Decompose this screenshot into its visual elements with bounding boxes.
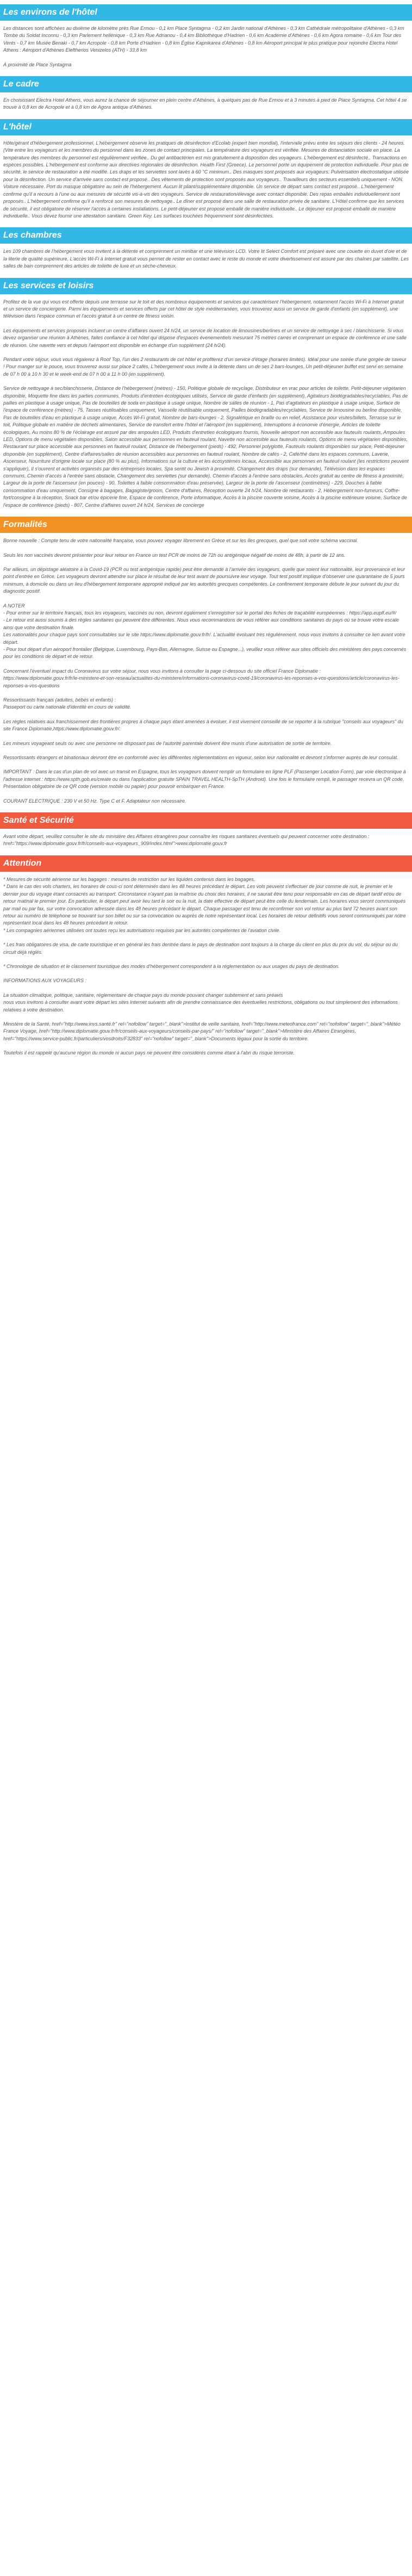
section-title-attention: Attention — [0, 855, 412, 872]
section-title-hotel: L'hôtel — [0, 119, 412, 135]
section-title-cadre: Le cadre — [0, 76, 412, 92]
section-body-cadre — [0, 97, 412, 111]
paragraph: Par ailleurs, un dépistage aléatoire à la Covid-19 (PCR ou test antigénique rapide) peut être demandé à l'arrivée des voyageurs, quelle que soient leur nationalité, leur provenance et leur point d'entrée en Grèce. Les voyageurs devront attendre sur place le résultat de leur test avant de poursuivre leur voyage. Tout test positif implique d'observer une quarantaine de 5 jours minimum, à domicile ou dans un lieu d'hébergement temporaire approprié indiqué par les autorités grecques compétentes. Le confinement temporaire débute le jour suivant du jour du diagnostic positif. — [3, 566, 407, 594]
section-formalites — [0, 517, 412, 805]
section-title-formalites: Formalités — [0, 517, 412, 533]
paragraph: Concernant l'éventuel impact du Coronavirus sur votre séjour, nous vous invitons à consulter la page ci-dessous du site officiel France Diplomatie : https://www.diplomatie.gouv.fr/fr/le-ministere-et-son-reseau/actualites-du-ministere/informations-coronavirus-covid-19/coronavirus-les-reponses-a-vos-questions/article/coronavirus-les-reponses-a-vos-questions — [3, 668, 399, 688]
paragraph: Seuls les non vaccinés devront présenter pour leur retour en France un test PCR de moins de 72h ou antigénique négatif de moins de 48h, à partir de 12 ans. — [3, 552, 346, 558]
paragraph: La situation climatique, politique, sanitaire, réglementaire de chaque pays du monde pouvant changer subitement et sans préavis nous vous invitons à consulter avant votre départ les sites Internet suivants afin de prendre connaissance des éventuelles restrictions, obligations ou tout simplement des informations relatives à votre destination. — [3, 992, 398, 1013]
section-title-environs: Les environs de l'hôtel — [0, 4, 412, 21]
section-services — [0, 278, 412, 510]
paragraph: Les distances sont affichées au dixième de kilomètre près Rue Ermou - 0,1 km Place Syntagma - 0,2 km Jardin national d'Athènes - 0,3 km Cathédrale métropolitaine d'Athènes - 0,3 km Tombe du Soldat Inconnu - 0,3 km Parlement hellénique - 0,3 km Rue Adrianou - 0,4 km Bibliothèque d'Hadrien - 0,6 km Académie d'Athènes - 0,6 km Agora romaine - 0,6 km Tour des Vents - 0,7 km Musée Benaki - 0,7 km Acropole - 0,8 km Porte d'Hadrien - 0,8 km Église Kapnikarea d'Athènes - 0,8 km Aéroport principal le plus pratique pour rejoindre Electra Hotel Athens : Aéroport d'Athènes Eleftherios Venizelos (ATH) - 33,8 km — [3, 26, 406, 53]
paragraph: En choisissant Electra Hotel Athens, vous aurez la chance de séjourner en plein centre d'Athènes, à quelques pas de Rue Ermou et à 3 minutes à pied de Place Syntagma. Cet hôtel 4 se trouve à 0,8 km de Acropole et à 0,8 km de Agora antique d'Athènes. — [3, 97, 408, 110]
paragraph: IMPORTANT : Dans le cas d'un plan de vol avec un transit en Espagne, tous les voyageurs doivent remplir un formulaire en ligne PLF (Passenger Location Form), par voie électronique à l'adresse internet : https://www.spth.gob.es/create ou dans l'application gratuite SPAIN TRAVEL HEALTH-SpTH (Android). Une fois le formulaire rempli, le passager recevra un QR code. Présentation obligatoire de ce QR code (version mobile ou papier) pour pouvoir embarquer en France. — [3, 769, 408, 790]
paragraph: Profitez de la vue qui vous est offerte depuis une terrasse sur le toit et des nombreux équipements et services qui caractérisent l'hébergement, notamment l'accès Wi-Fi à Internet gratuit et un service de conciergerie. Parmi les équipements et services offerts par cet hôtel de style méditerranéen, vous trouverez aussi un service de garde d'enfants (en supplément), une télévision dans l'espace commun et l'accès gratuit à un centre de fitness voisin. — [3, 299, 405, 319]
section-body-formalites — [0, 537, 412, 805]
section-sante — [0, 812, 412, 848]
paragraph: Les 109 chambres de l'hébergement vous invitent à la détente et comprennent un minibar et une télévision LCD. Votre lit Select Comfort est préparé avec une couette en duvet d'oie et de la literie de qualité supérieure. L'accès Wi-Fi à Internet gratuit vous permet de rester en contact avec le reste du monde et votre divertissement est assuré par des chaînes par satellite. Les salles de bain comprennent des articles de toilette de luxe et un sèche-cheveux. — [3, 249, 410, 269]
section-body-services — [0, 299, 412, 510]
section-attention — [0, 855, 412, 1057]
section-body-environs — [0, 25, 412, 69]
paragraph: INFORMATIONS AUX VOYAGEURS : — [3, 978, 87, 984]
paragraph: Hôte/gérant d'hébergement professionnel, L'hébergement observe les pratiques de désinfection d'Ecolab (expert bien mondial), l'intervalle prévu entre les séjours des clients - 24 heures. (Vite entre les voyageurs et les membres du personnel dans les zones de contact principales. La température des voyageurs est vérifiée. Mesures de distanciation sociale en place. La température des membres du personnel est régulièrement vérifiée.. Du gel antibactérien est mis gratuitement à disposition des voyageurs. L'hébergement est désinfecté.. Transactions en espèces possibles. L'hébergement est conforme aux directives régionales de désinfection. Health First (Greece). Le personnel porte un équipement de protection individuelle. Pour plus de sécurité, le service de restauration a été modifié. Les draps et les serviettes sont lavés à 60 °C minimum.. Des masques sont proposés aux voyageurs. Pulvérisation électrostatique utilisée pour la désinfection. Un service d'arrivée sans contact est proposé.. Des vêtements de protection sont proposés aux voyageurs.. Travailleurs des secteurs essentiels uniquement - NON. Voiture nécessaire. Port du masque obligatoire au sein de l'hébergement. Aucun lit pliant/supplémentaire disponible. Un service de départ sans contact est proposé.. L'hébergement confirme qu'il a recours à l'une ou aux mesures de sécurité vis-à-vis des voyageurs. Service de restauration/élevage avec contact disponible. Des repas emballés individuellement sont proposés.. L'hébergement confirme qu'il a renforcé son mesures de nettoyage.. Le dîner est proposé dans une salle de restauration privée de sanitaire. L'Hôtel confirme que les services de sécurité, il est obligatoire de réserver l'accès à certaines installations. Le petit-déjeuner est proposé emballé de manière individuelle.. Le déjeuner est proposé emballé de manière individuelle.. Vous devez fournir une attestation sanitaire. Green Key. Les surfaces touchées fréquemment sont désinfectées. — [3, 140, 410, 219]
page-content — [0, 4, 412, 1057]
section-hotel — [0, 119, 412, 220]
paragraph: Toutefois il est rappelé qu'aucune région du monde ni aucun pays ne peuvent être considérés comme étant à l'abri du risque terroriste. — [3, 1050, 295, 1056]
section-body-hotel — [0, 140, 412, 220]
paragraph: Les équipements et services proposés incluent un centre d'affaires ouvert 24 h/24, un service de location de limousines/berlines et un service de nettoyage à sec / blanchisserie. Si vous devez organiser une réunion à Athènes, faites confiance à cet hôtel qui dispose d'espaces événementiels mesurant 75 mètres carrés et comprenant un espace de conférence et une salle de réunion. Une navette vers et depuis l'aéroport est disponible en échange d'un supplément (24 h/24). — [3, 327, 408, 348]
section-cadre — [0, 76, 412, 111]
paragraph: COURANT ELECTRIQUE : 230 V et 50 Hz. Type C et F. Adaptateur non nécessaire. — [3, 798, 186, 804]
paragraph: À proximité de Place Syntagma — [3, 61, 72, 67]
paragraph: Les mineurs voyageant seuls ou avec une personne ne disposant pas de l'autorité parentale doivent être munis d'une autorisation de sortie de territoire. — [3, 740, 332, 746]
paragraph: A NOTER - Pour entrer sur le territoire français, tous les voyageurs, vaccinés ou non, devront également s'enregistrer sur le portail des fiches de traçabilité européennes : https://app.euplf.eu/#/ - Le retour est aussi soumis à des règles sanitaires qui peuvent être différentes. Nous vous recommandons de vous référer aux conditions sanitaires du pays où se trouve votre escale ainsi que votre destination finale. Les nationalités pour chaque pays sont consultables sur le site https://www.diplomatie.gouv.fr/fr/. L'actualité évoluant très régulièrement, nous vous invitons à consulter ce lien avant votre départ. - Pour tout départ d'un aéroport frontalier (Belgique, Luxembourg, Pays-Bas, Allemagne, Suisse ou Espagne...), veuillez vous référer aux sites officiels des ministères des pays concernés pour les conditions de départ et de retour. — [3, 603, 407, 660]
paragraph: Ressortissants français (adultes, bébés et enfants) : Passeport ou carte nationale d'identité en cours de validité. — [3, 697, 132, 710]
paragraph: Bonne nouvelle : Compte tenu de votre nationalité française, vous pouvez voyager librement en Grèce et sur les îles grecques, quel que soit votre schéma vaccinal. — [3, 538, 358, 544]
paragraph: * Les frais obligatoires de visa, de carte touristique et en général les frais dentrée dans le pays de destination sont toujours à la charge du client en plus du prix du vol, du séjour ou du circuit déjà réglés. — [3, 942, 399, 955]
paragraph: Ressortissants étrangers et binationaux devront être en conformité avec les différentes réglementations en vigueur, selon leur nationalité et devront s'informer auprès de leur consulat. — [3, 755, 398, 761]
paragraph: Pendant votre séjour, vous vous régalerez à Roof Top, l'un des 2 restaurants de cet hôtel et profiterez d'un service d'étage (horaires limités). Idéal pour une soirée d'une gorgée de saveur ! Pour manger sur le pouce, vous trouverez aussi sur place 2 cafés. L'hébergement vous invite à la détente dans un de ses 2 bars-lounges. Un petit-déjeuner buffet est servi en semaine de 07 h 00 à 10 h 30 et le week-end de 07 h 00 à 11 h 00 (en supplément). — [3, 356, 408, 377]
section-title-sante: Santé et Sécurité — [0, 812, 412, 829]
section-environs — [0, 4, 412, 69]
paragraph: Les règles relatives aux franchissement des frontières propres à chaque pays étant amenées à évoluer, il est vivement conseillé de se reporter à la rubrique "conseils aux voyageurs" du site France Diplomatie,https://www.diplomatie.gouv.fr/. — [3, 718, 405, 732]
paragraph: Ministère de la Santé, href="http://www.invs.santé.fr" rel="nofollow" target="_blank">Institut de veille sanitaire, href="http://www.meteofrance.com" rel="nofollow" target="_blank">Météo France Voyage, href="http://www.diplomatie.gouv.fr/fr/conseils-aux-voyageurs/conseils-par-pays/" rel="nofollow" target="_blank">Ministère des Affaires Etrangères, href="https://www.service-public.fr/particuliers/vosdroits/F32833" rel="nofollow" target="_blank">Documents légaux pour la sortie du territoire. — [3, 1021, 402, 1041]
section-chambres — [0, 227, 412, 270]
section-title-services: Les services et loisirs — [0, 278, 412, 294]
paragraph: Avant votre départ, veuillez consulter le site du ministère des Affaires étrangères pour connaître les risques sanitaires éventuels qui peuvent concerner votre destination : href="https://www.diplomatie.gouv.fr/fr/conseils-aux-voyageurs_909/index.html">www.diplomatie.gouv.fr — [3, 834, 371, 847]
paragraph: Service de nettoyage à sec/blanchisserie, Distance de l'hébergement (mètres) - 150, Politique globale de recyclage, Distributeur en vrac pour articles de toilette, Petit-déjeuner végétarien disponible, Moquette fine dans les parties communes, Produits d'entretien écologiques utilisés, Service de garde d'enfants (en supplément), Agitateurs biodégradables/recyclables, Pas de pailles en plastique à usage unique, Pas de bouteilles de soda en plastique à usage unique, Nombre de salles de réunion - 1, Pas d'agitateurs en plastique à usage unique, Surface de l'espace de conférence (mètres) - 75, Tasses réutilisables uniquement, Vaisselle réutilisable uniquement, Pailles biodégradables/recyclables, Service de limousine ou berline disponible, Pas de bouteilles d'eau en plastique à usage unique, Accès Wi-Fi gratuit, Nombre de bars-lounges - 2, Signalétique en braille ou en relief, Assistance pour visites/billets, Terrasse sur le toit, Politique globale en matière de déchets alimentaires, Service de transfert entre l'hôtel et l'aéroport (en supplément), Interruptions à économie d'énergie, Articles de toilette écologiques, Au moins 80 % de l'éclairage est assuré par des ampoules LED, Produits d'entretien écologiques fournis, Nouvelle aéroport non accessible aux fauteuils roulants, Ampoules LED, Options de menu végétalien disponibles, Salon accessible aux personnes en fauteuil roulant, Navette non accessible aux fauteuils roulants, Options de menu végétarien disponibles, Restaurant sur place accessible aux personnes en fauteuil roulant, Distance de l'hébergement (pieds) - 492, Personnel polyglotte, Fauteuils roulants disponibles sur place, Petit-déjeuner disponible (en supplément), Centre d'affaires/salles de réunion accessibles aux personnes en fauteuil roulant, Nombre de cafés - 2, Café/thé dans les espaces communs, Laverie, Ascenseur, Nourriture d'origine locale sur place (80 % au plus), Informations sur la culture et les écosystèmes locaux, Accessible aux personnes en fauteuil roulant (les restrictions peuvent s'appliquer), Il s'ouvrent et activités organisés par des entreprises locales, Spa sentit ou Jewish à proximité, Changement des draps (sur demande), Télévision dans les espaces communs, Chemin d'accès à l'entrée sans obstacle, Changement des serviettes (sur demande), Chemin d'accès à l'entrée sans obstacles, Accès gratuit au centre de fitness à proximité, Largeur de la porte de l'ascenseur (en pouces) - 90, Toilettes à faible consommation d'eau préservée), Largeur de la porte de l'ascenseur (centimètres) - 229, Douches à faible consommation d'eau uniquement, Consigne à bagages, Bagagiste/groom, Centre d'affaires, Réception ouverte 24 h/24, Nombre de restaurants - 2, Hébergement non-fumeurs, Coffre-fort/consigne à la réception, Snack bar et/ou épicerie fine, Espace de conférence, Porte informatique, Accès à la piscine couverte voisine, Accès à la piscine extérieure voisine, Surface de l'espace de conférence (pieds) - 807, Centre d'affaires ouvert 24 h/24, Services de concierge — [3, 386, 410, 508]
section-body-attention — [0, 876, 412, 1057]
paragraph: * Chronologie de situation et le classement touristique des modes d'hébergement correspondent à la réglementation ou aux usages du pays de destination. — [3, 963, 340, 969]
section-title-chambres: Les chambres — [0, 227, 412, 244]
paragraph: * Mesures de sécurité aérienne sur les bagages : mesures de restriction sur les liquides contenus dans les bagages. * Dans le cas des vols charters, les horaires de cous-ci sont déterminés dans les 48 heures précédant le départ. Les vols peuvent s'effectuer de jour comme de nuit, le premier et le dernier jour du voyage étant consacrés au transport. Circonstance n'ayant pas la maîtrise du choix des horaires, il ne saurait être tenu pour responsable en cas de départ tardif et/ou de retour matinal le premier jour. En particulier, le départ peut avoir lieu tard le soir ou la nuit, la date effective de départ peut être celle du lendemain. Les horaires vous seront communiqués par mail ou par fax, sur votre convocation adressée dans les 48 heures précédant le départ. Chaque passager est tenu de reconfirmer son vol retour au plus tard 72 heures avant son retour au numéro de téléphone se trouvant sur son billet ou sur sa convocation ou auprès de notre représentant local. Les horaires de retour définitifs vous seront communiqués par notre représentant local dans les 48 heures précédant le retour. * Les compagnies aériennes utilisées ont toutes reçu les autorisations requises par les autorités compétentes de l'aviation civile. — [3, 876, 406, 933]
section-body-chambres — [0, 248, 412, 270]
section-body-sante — [0, 833, 412, 848]
